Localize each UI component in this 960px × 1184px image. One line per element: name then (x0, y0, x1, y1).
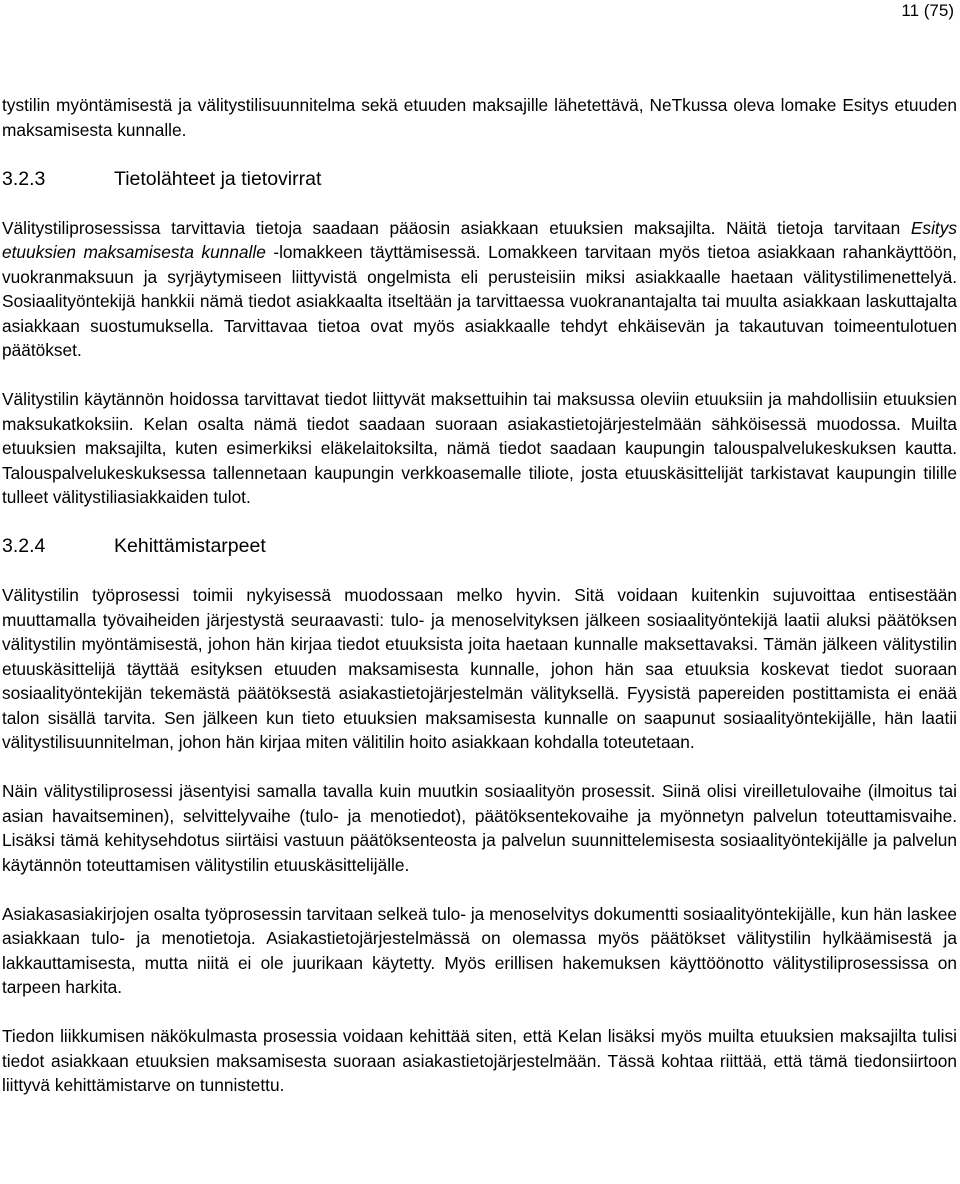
intro-paragraph: tystilin myöntämisestä ja välitystilisuunnitelma sekä etuuden maksajille lähetettävä, NeTkussa oleva lomake Esitys etuuden maksamisesta kunnalle. (2, 95, 957, 140)
paragraph: Näin välitystiliprosessi jäsentyisi samalla tavalla kuin muutkin sosiaalityön prosessit. Siinä olisi vireilletulovaihe (ilmoitus tai asian havaitseminen), selvittelyvaihe (tulo- ja menotiedot), päätöksentekovaihe ja myönnetyn palvelun toteuttamisvaihe. Lisäksi tämä kehitysehdotus siirtäisi vastuun päätöksenteosta ja palvelun suunnittelemisesta sosiaalityöntekijälle ja palvelun käytännön toteuttamisen välitystilin etuuskäsittelijälle. (2, 781, 957, 875)
page-number: 11 (75) (901, 1, 954, 20)
section-title: Tietolähteet ja tietovirrat (114, 167, 322, 190)
paragraph: Asiakasasiakirjojen osalta työprosessin tarvitaan selkeä tulo- ja menoselvitys dokumentti sosiaalityöntekijälle, kun hän laskee asiakkaan tulo- ja menotietoja. Asiakastietojärjestelmässä on olemassa myös päätökset välitystilin hylkäämisestä ja lakkauttamisesta, mutta niitä ei ole juurikaan käytetty. Myös erillisen hakemuksen käyttöönotto välitystiliprosessissa on tarpeen harkita. (2, 903, 957, 997)
section-heading-324 (2, 534, 957, 559)
paragraph: Välitystilin työprosessi toimii nykyisessä muodossaan melko hyvin. Sitä voidaan kuitenkin sujuvoittaa entisestään muuttamalla työvaiheiden järjestystä seuraavasti: tulo- ja menoselvityksen jälkeen sosiaalityöntekijä laatii aluksi päätöksen välitystilin myöntämisestä, johon hän kirjaa tiedot etuuksista joita haetaan kunnalle maksettavaksi. Tämän jälkeen välitystilin etuuskäsittelijä täyttää esityksen etuuden maksamisesta kunnalle, johon hän saa etuuksia koskevat tiedot suoraan sosiaalityöntekijän tekemästä päätöksestä asiakastietojärjestelmän välityksellä. Fyysistä papereiden postittamista ei enää talon sisällä tarvita. Sen jälkeen kun tieto etuuksien maksamisesta kunnalle on saapunut sosiaalityöntekijälle, hän laatii välitystilisuunnitelman, johon hän kirjaa miten välitilin hoito asiakkaan kohdalla toteutetaan. (2, 585, 957, 752)
section-number: 3.2.3 (2, 167, 46, 190)
paragraph: Tiedon liikkumisen näkökulmasta prosessia voidaan kehittää siten, että Kelan lisäksi myös muilta etuuksien maksajilta tulisi tiedot asiakkaan etuuksien maksamisesta suoraan asiakastietojärjestelmään. Tässä kohtaa riittää, että tämä tiedonsiirtoon liittyvä kehittämistarve on tunnistettu. (2, 1026, 957, 1095)
section-title: Kehittämistarpeet (114, 535, 266, 557)
paragraph-text: -lomakkeen täyttämisessä. Lomakkeen tarvitaan myös tietoa asiakkaan rahankäyttöön, vuokranmaksuun ja syrjäytymiseen liittyvistä ongelmista eli perusteisiin miksi asiakkaalle haetaan välitystilimenettelyä. Sosiaalityöntekijä hankkii nämä tiedot asiakkaalta itseltään ja tarvittaessa vuokranantajalta tai muulta asiakkaan laskuttajalta asiakkaan suostumuksella. Tarvittavaa tietoa ovat myös asiakkaalle tehdyt ehkäisevän ja takautuvan toimeentulotuen päätökset. (2, 242, 957, 360)
section-heading-323 (2, 167, 957, 192)
section-number: 3.2.4 (2, 535, 46, 557)
paragraph-text: Välitystiliprosessissa tarvittavia tietoja saadaan pääosin asiakkaan etuuksien maksajilta. Näitä tietoja tarvitaan (2, 217, 911, 238)
paragraph (2, 216, 957, 363)
document-body (2, 93, 957, 1098)
paragraph: Välitystilin käytännön hoidossa tarvittavat tiedot liittyvät maksettuihin tai maksussa oleviin etuuksiin ja mahdollisiin etuuksien maksukatkoksiin. Kelan osalta nämä tiedot saadaan suoraan asiakastietojärjestelmään sähköisessä muodossa. Muilta etuuksien maksajilta, kuten esimerkiksi eläkelaitoksilta, nämä tiedot saadaan kaupungin talouspalvelukeskuksen kautta. Talouspalvelukeskuksessa tallennetaan kaupungin verkkoasemalle tiliote, josta etuuskäsittelijät tarkistavat kaupungin tilille tulleet välitystiliasiakkaiden tulot. (2, 389, 957, 507)
form-name-emphasis: Esitys etuuksien maksamisesta kunnalle (2, 217, 957, 262)
